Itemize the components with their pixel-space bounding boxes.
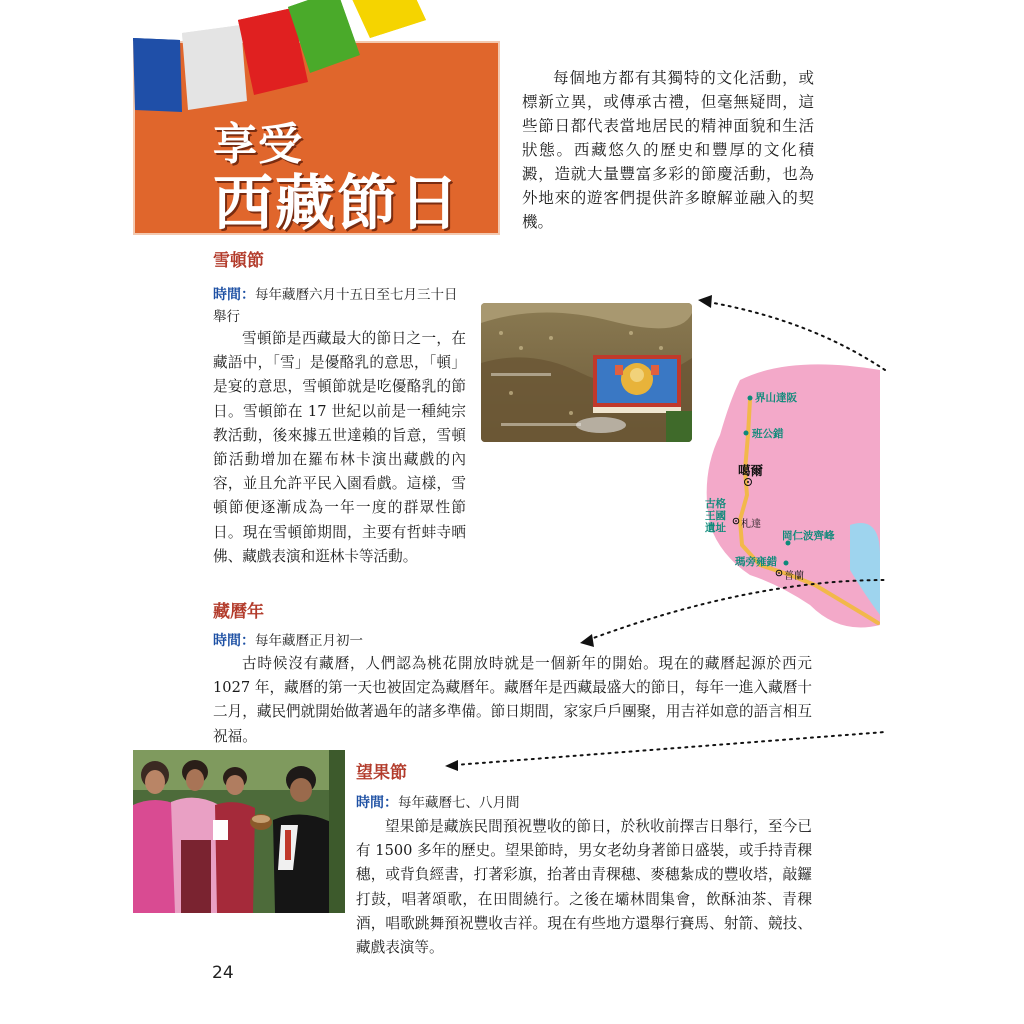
map-label-bangong: 班公錯 [752, 428, 784, 440]
section-heading-ongkor: 望果節 [356, 763, 407, 783]
section-heading-losar: 藏曆年 [213, 602, 264, 622]
intro-paragraph: 每個地方都有其獨特的文化活動，或標新立異，或傳承古禮，但毫無疑問，這些節日都代表當地居民的精神面貌和生活狀態。西藏悠久的歷史和豐厚的文化積澱，造就大量豐富多彩的節慶活動，也為外地來的遊客們提供許多瞭解並融入的契機。 [522, 69, 814, 231]
section-time-ongkor [356, 792, 756, 814]
ongkor-festival-photo [133, 750, 345, 913]
map-label-pulan: 普蘭 [784, 571, 804, 582]
section-body-ongkor: 望果節是藏族民間預祝豐收的節日，於秋收前擇吉日舉行，至今已有 1500 多年的歷史。望果節時，男女老幼身著節日盛裝，或手持青稞穗，或背負經書，打著彩旗，抬著由青稞穗、麥穗紮成的豐收塔，敲鑼打鼓，唱著頌歌，在田間繞行。之後在壩林間集會，飲酥油茶、青稞酒，唱歌跳舞預祝豐收吉祥。現在有些地方還舉行賽馬、射箭、競技、藏戲表演等。 [356, 818, 812, 957]
time-value: 每年藏曆七、八月間 [398, 795, 520, 811]
map-label-guge: 古格 王國 遺址 [705, 498, 726, 534]
section-heading-shoton: 雪頓節 [213, 251, 264, 271]
section-time-losar [213, 630, 613, 652]
section-body-shoton: 雪頓節是西藏最大的節日之一，在藏語中，「雪」是優酪乳的意思，「頓」是宴的意思，雪頓節就是吃優酪乳的節日。雪頓節在 17 世紀以前是一種純宗教活動，後來據五世達賴的旨意，雪頓節活動增加在羅布林卡演出藏戲的內容，並且允許平民入園看戲。這樣，雪頓節便逐漸成為一年一度的群眾性節日。現在雪頓節期間，主要有哲蚌寺晒佛、藏戲表演和逛林卡等活動。 [213, 330, 466, 565]
map-label-zhada: 札達 [741, 519, 761, 530]
time-label: 時間： [213, 287, 255, 303]
section-time-shoton [213, 284, 465, 328]
time-label: 時間： [356, 795, 398, 811]
map-label-gaer: 噶爾 [738, 463, 764, 478]
time-value: 每年藏曆正月初一 [255, 633, 363, 649]
time-value: 每年藏曆六月十五日至七月三十日舉行 [213, 287, 458, 325]
map-label-jieshan: 界山達阪 [755, 392, 797, 404]
prayer-flags-front [130, 0, 430, 120]
map-label-mapang: 瑪旁雍錯 [735, 556, 777, 568]
time-label: 時間： [213, 633, 255, 649]
section-body-losar: 古時候沒有藏曆，人們認為桃花開放時就是一個新年的開始。現在的藏曆起源於西元 1027 年，藏曆的第一天也被固定為藏曆年。藏曆年是西藏最盛大的節日，每年一進入藏曆十二月，藏民們就開始做著過年的諸多準備。節日期間，家家戶戶團聚，用吉祥如意的語言相互祝福。 [213, 655, 812, 745]
page-number: 24 [212, 963, 234, 983]
map-label-gangrenboqi: 岡仁波齊峰 [782, 530, 835, 542]
title-line-2: 西藏節日 [213, 169, 461, 239]
title-line-1: 享受 [213, 119, 303, 170]
